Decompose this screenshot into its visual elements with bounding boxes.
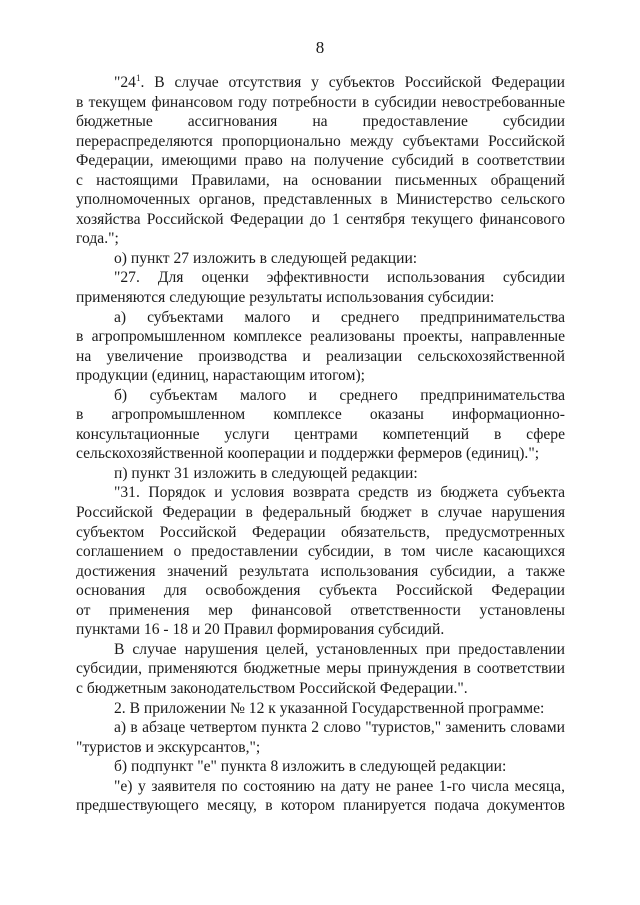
text-line: "туристов и экскурсантов,"; — [76, 738, 261, 756]
text-line: п) пункт 31 изложить в следующей редакции: — [114, 464, 418, 482]
text-line: 2. В приложении № 12 к указанной Государственной программе: — [114, 699, 545, 717]
text-line: субсидии, применяются бюджетные меры принуждения в соответствии — [76, 660, 565, 678]
text-line: предшествующего месяцу, в котором планируется подача документов — [76, 797, 565, 815]
text-line: от применения мер финансовой ответственности установлены — [76, 601, 565, 619]
text-line: с бюджетным законодательством Российской Федерации.". — [76, 679, 468, 697]
text-line: Российской Федерации в федеральный бюджет в случае нарушения — [76, 504, 565, 522]
text-line: сельскохозяйственной кооперации и поддержки фермеров (единиц)."; — [76, 445, 540, 463]
text-line: бюджетные ассигнования на предоставление субсидии — [76, 113, 565, 131]
text-line: на увеличение производства и реализации сельскохозяйственной — [76, 347, 565, 365]
text-line: продукции (единиц, нарастающим итогом); — [76, 367, 366, 385]
text-line: уполномоченных органов, представленных в Министерство сельского — [76, 191, 565, 209]
page-number: 8 — [315, 38, 325, 57]
text-line: а) субъектами малого и среднего предпринимательства — [114, 308, 565, 326]
text-line: о) пункт 27 изложить в следующей редакции: — [114, 249, 418, 267]
text-line: "$24^1$. В случае отсутствия у субъектов Российской Федерации — [114, 73, 565, 91]
text-line: в агропромышленном комплексе реализованы проекты, направленные — [76, 328, 565, 346]
text-line: основания для освобождения субъекта Российской Федерации — [76, 582, 565, 600]
text-line: перераспределяются пропорционально между субъектами Российской — [76, 132, 565, 150]
superscript-one: 1 — [135, 73, 141, 83]
text-line: "27. Для оценки эффективности использования субсидии — [114, 269, 565, 287]
text-line: с настоящими Правилами, на основании письменных обращений — [76, 171, 565, 189]
text-line: консультационные услуги центрами компетенций в сфере — [76, 425, 565, 443]
text-line: б) подпункт "е" пункта 8 изложить в следующей редакции: — [114, 758, 507, 776]
text-line: а) в абзаце четвертом пункта 2 слово "туристов," заменить словами — [114, 719, 565, 737]
text-line: "31. Порядок и условия возврата средств из бюджета субъекта — [114, 484, 565, 502]
document-body — [76, 73, 565, 816]
text-line: соглашением о предоставлении субсидии, в том числе касающихся — [76, 543, 565, 561]
text-line: "е) у заявителя по состоянию на дату не ранее 1-го числа месяца, — [114, 777, 565, 795]
text-line: года."; — [76, 230, 119, 248]
text-line: б) субъектам малого и среднего предпринимательства — [114, 386, 565, 404]
text-line: В случае нарушения целей, установленных при предоставлении — [114, 640, 565, 658]
text-line: субъектом Российской Федерации обязательств, предусмотренных — [76, 523, 565, 541]
text-line: пунктами 16 - 18 и 20 Правил формирования субсидий. — [76, 621, 445, 639]
text-line: Федерации, имеющими право на получение субсидий в соответствии — [76, 152, 565, 170]
text-line: применяются следующие результаты использования субсидии: — [76, 289, 495, 307]
text-line: хозяйства Российской Федерации до 1 сентября текущего финансового — [76, 210, 565, 228]
text-line: в текущем финансовом году потребности в субсидии невостребованные — [76, 93, 565, 111]
text-line: в агропромышленном комплексе оказаны информационно- — [76, 406, 565, 424]
text-line: достижения значений результата использования субсидии, а также — [76, 562, 565, 580]
